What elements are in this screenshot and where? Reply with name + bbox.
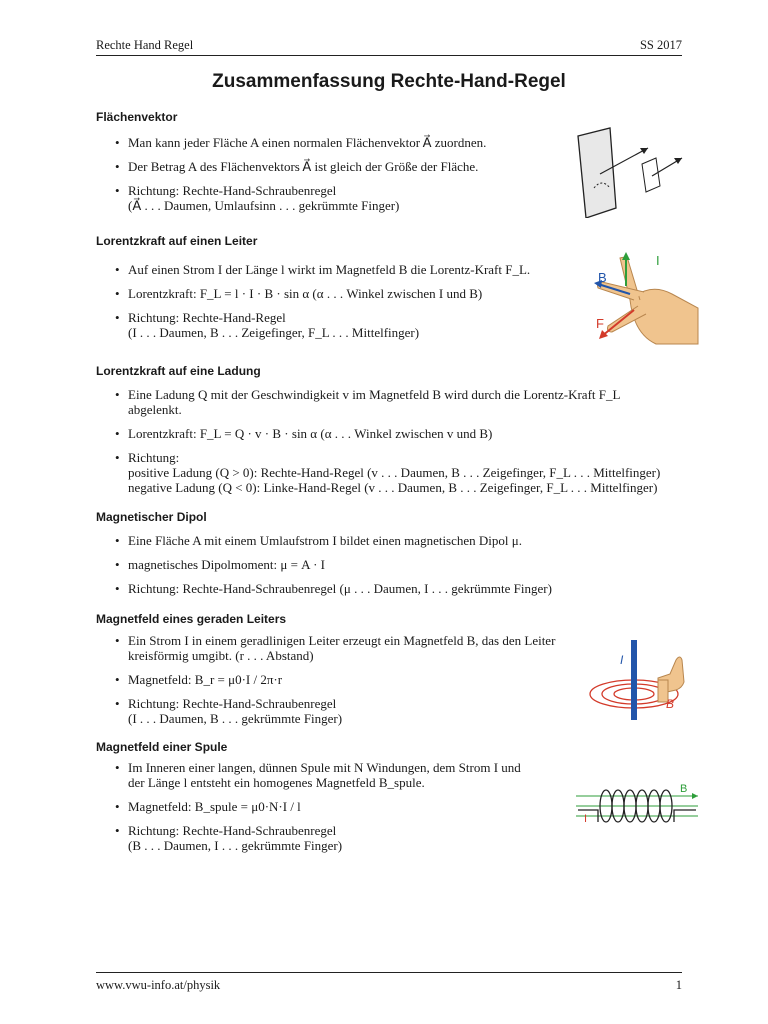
header-rule [96,55,682,56]
list-item: • Man kann jeder Fläche A einen normalen Flächenvektor A⃗ zuordnen. [115,135,487,150]
footer-link[interactable]: www.vwu-info.at/physik [96,978,221,992]
hand-label-current: I [656,253,660,268]
list-lorentz-leiter [96,262,576,349]
list-dipol [96,533,656,605]
list-item: • Richtung: Rechte-Hand-Schraubenregel (μ . . . Daumen, I . . . gekrümmte Finger) [115,581,552,596]
page-title: Zusammenfassung Rechte-Hand-Regel [212,71,566,92]
section-heading-flaechenvektor: Flächenvektor [96,110,178,124]
hand-label-force: F [596,316,604,331]
coil-label-field: B [680,783,688,795]
header-right: SS 2017 [639,38,682,52]
section-heading-gerader-leiter: Magnetfeld eines geraden Leiters [96,612,287,626]
section-heading-dipol: Magnetischer Dipol [96,510,207,524]
list-item: • Ein Strom I in einem geradlinigen Leiter erzeugt ein Magnetfeld B, das den Leiter kreisförmig umgibt. (r . . . Abstand) [115,633,556,663]
list-item: • Magnetfeld: B_spule = μ0·N·I / l [115,799,301,814]
page-footer [96,978,682,994]
list-item: • Im Inneren einer langen, dünnen Spule mit N Windungen, dem Strom I und der Länge l entsteht ein homogenes Magnetfeld B_spule. [115,760,521,790]
wire-label-current: I [620,653,624,667]
area-vector-figure [574,126,692,218]
list-item: • Magnetfeld: B_r = μ0·I / 2π·r [115,672,283,687]
hand-label-field: B [598,270,607,285]
section-heading-spule: Magnetfeld einer Spule [96,740,228,754]
list-item: • Richtung: Rechte-Hand-Regel (I . . . Daumen, B . . . Zeigefinger, F_L . . . Mittelfinger) [115,310,420,340]
page-number: 1 [675,978,682,992]
list-item: • Richtung: Rechte-Hand-Schraubenregel (I . . . Daumen, B . . . gekrümmte Finger) [115,696,343,726]
list-item: • magnetisches Dipolmoment: μ = A · I [115,557,325,572]
coil-figure [574,782,702,830]
list-flaechenvektor [96,135,576,222]
right-hand-rule-figure [590,252,702,352]
list-item: • Auf einen Strom I der Länge l wirkt im Magnetfeld B die Lorentz-Kraft F_L. [115,262,531,277]
page-header [96,38,682,54]
list-item: • Lorentzkraft: F_L = Q · v · B · sin α (α . . . Winkel zwischen v und B) [115,426,493,441]
wire-label-field: B [666,697,675,711]
list-item: • Der Betrag A des Flächenvektors A⃗ ist gleich der Größe der Fläche. [115,159,479,174]
list-item: • Richtung: Rechte-Hand-Schraubenregel (B . . . Daumen, I . . . gekrümmte Finger) [115,823,343,853]
list-item: • Richtung: positive Ladung (Q > 0): Rechte-Hand-Regel (v . . . Daumen, B . . . Zeigefinger, F_L . . . Mittelfinger) negative Ladung (Q < 0): Linke-Hand-Regel (v . . . Daumen, B . . . Zeigefinger, F_L . . . Mittelfinger) [115,450,661,495]
list-item: • Lorentzkraft: F_L = l · I · B · sin α (α . . . Winkel zwischen I und B) [115,286,483,301]
header-left: Rechte Hand Regel [96,38,194,52]
list-spule [96,760,576,862]
list-item: • Richtung: Rechte-Hand-Schraubenregel (A⃗ . . . Daumen, Umlaufsinn . . . gekrümmte Finger) [115,183,400,213]
list-item: • Eine Fläche A mit einem Umlaufstrom I bildet einen magnetischen Dipol μ. [115,533,522,548]
list-gerader-leiter [96,633,576,735]
coil-label-current: I [584,813,588,825]
list-item: • Eine Ladung Q mit der Geschwindigkeit v im Magnetfeld B wird durch die Lorentz-Kraft F_L abgelenkt. [115,387,621,417]
straight-wire-figure [588,636,696,722]
list-lorentz-ladung [96,387,696,504]
footer-rule [96,972,682,973]
section-heading-lorentz-leiter: Lorentzkraft auf einen Leiter [96,234,258,248]
section-heading-lorentz-ladung: Lorentzkraft auf eine Ladung [96,364,261,378]
